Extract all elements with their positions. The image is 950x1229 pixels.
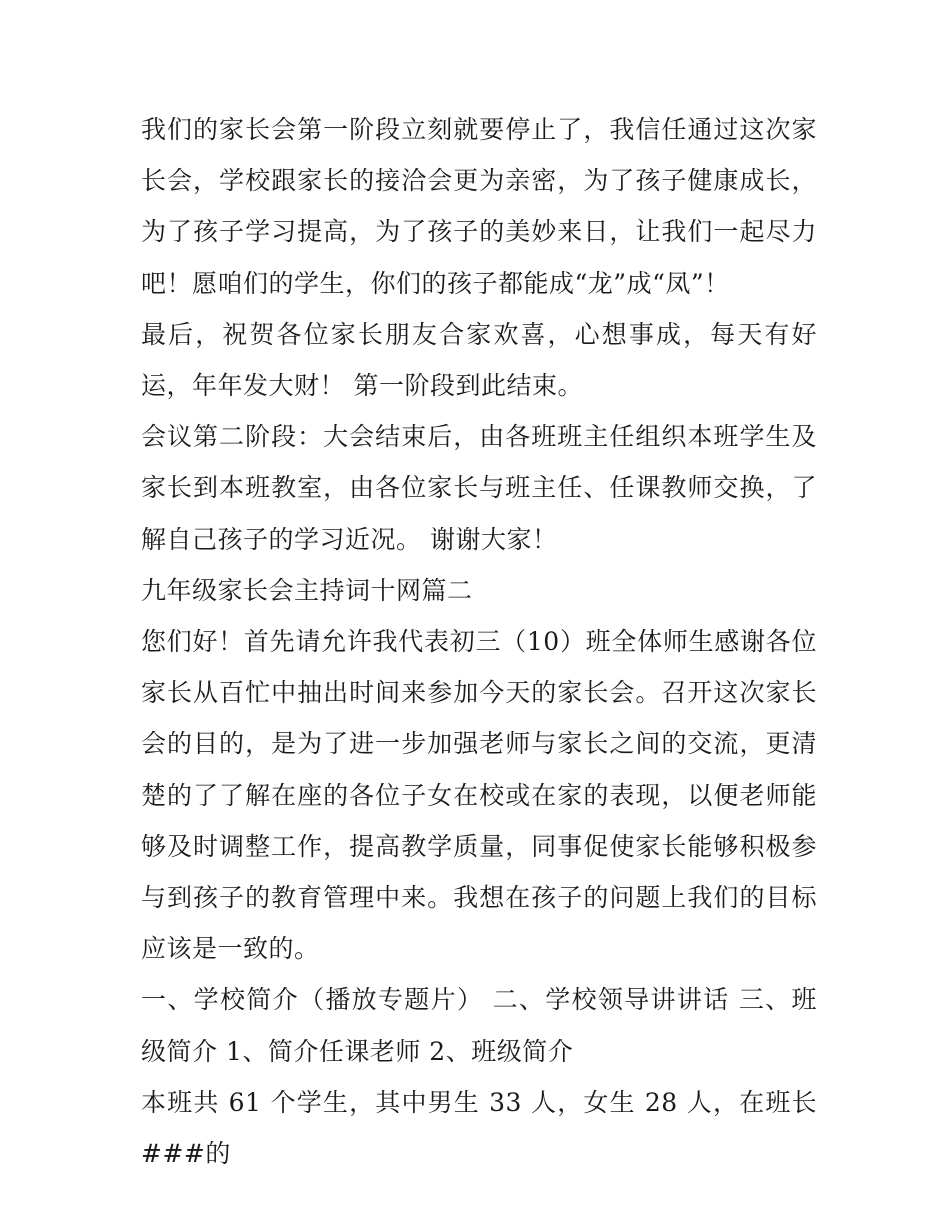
paragraph-second-stage: 会议第二阶段：大会结束后，由各班班主任组织本班学生及家长到本班教室，由各位家长与班主任、任课教师交换，了解自己孩子的学习近况。 谢谢大家！ bbox=[141, 422, 817, 554]
paragraph-closing-remarks: 我们的家长会第一阶段立刻就要停止了，我信任通过这次家长会，学校跟家长的接洽会更为亲密，为了孩子健康成长，为了孩子学习提高，为了孩子的美妙来日，让我们一起尽力吧！愿咱们的学生，你们的孩子都能成“龙”成“凤”！ bbox=[141, 115, 817, 298]
section-heading: 九年级家长会主持词十网篇二 bbox=[141, 575, 473, 605]
paragraph-welcome: 您们好！首先请允许我代表初三（10）班全体师生感谢各位家长从百忙中抽出时间来参加今天的家长会。召开这次家长会的目的，是为了进一步加强老师与家长之间的交流，更清楚的了了解在座的各位子女在校或在家的表现，以便老师能够及时调整工作，提高教学质量，同事促使家长能够积极参与到孩子的教育管理中来。我想在孩子的问题上我们的目标应该是一致的。 bbox=[141, 627, 817, 964]
paragraph-agenda: 一、学校简介（播放专题片） 二、学校领导讲讲话 三、班级简介 1、简介任课老师 2、班级简介 bbox=[141, 985, 817, 1066]
paragraph-class-intro: 本班共 61 个学生，其中男生 33 人，女生 28 人，在班长###的 bbox=[141, 1087, 817, 1169]
paragraph-blessing: 最后，祝贺各位家长朋友合家欢喜，心想事成，每天有好运，年年发大财！ 第一阶段到此结束。 bbox=[141, 319, 817, 401]
document-body bbox=[141, 104, 817, 1179]
